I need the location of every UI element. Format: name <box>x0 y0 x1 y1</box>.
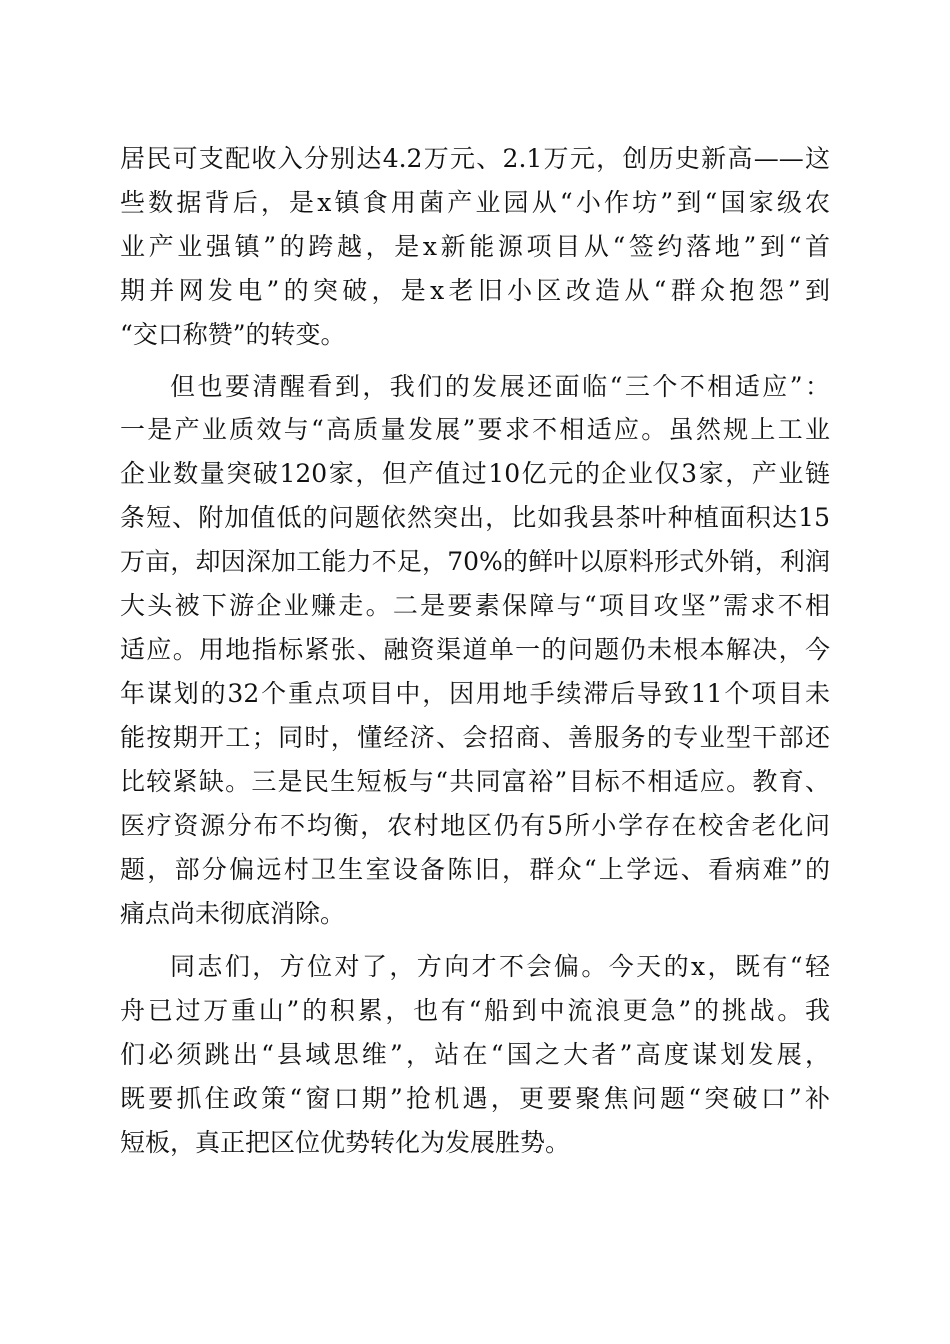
paragraph-1-line-1: 居民可支配收入分别达4.2万元、2.1万元，创历史新高——这 <box>120 144 830 173</box>
paragraph-3-line-4: 既要抓住政策“窗口期”抢机遇，更要聚焦问题“突破口”补 <box>120 1084 830 1113</box>
paragraph-2-line-11: 医疗资源分布不均衡，农村地区仍有5所小学存在校舍老化问 <box>120 811 830 840</box>
paragraph-2-line-1: 但也要清醒看到，我们的发展还面临“三个不相适应”： <box>170 372 830 401</box>
paragraph-2-line-6: 大头被下游企业赚走。二是要素保障与“项目攻坚”需求不相 <box>120 591 830 620</box>
paragraph-2-line-13: 痛点尚未彻底消除。 <box>120 899 346 928</box>
paragraph-2-line-7: 适应。用地指标紧张、融资渠道单一的问题仍未根本解决，今 <box>120 635 830 664</box>
paragraph-2-line-9: 能按期开工；同时，懂经济、会招商、善服务的专业型干部还 <box>120 723 830 752</box>
paragraph-2-line-8: 年谋划的32个重点项目中，因用地手续滞后导致11个项目未 <box>120 679 830 708</box>
paragraph-3-line-2: 舟已过万重山”的积累，也有“船到中流浪更急”的挑战。我 <box>120 996 830 1025</box>
paragraph-1-line-2: 些数据背后，是x镇食用菌产业园从“小作坊”到“国家级农 <box>120 188 830 217</box>
paragraph-1-line-5: “交口称赞”的转变。 <box>120 320 346 349</box>
paragraph-3-line-3: 们必须跳出“县域思维”，站在“国之大者”高度谋划发展， <box>120 1040 830 1069</box>
paragraph-1-line-4: 期并网发电”的突破，是x老旧小区改造从“群众抱怨”到 <box>120 276 830 305</box>
paragraph-3-line-1: 同志们，方位对了，方向才不会偏。今天的x，既有“轻 <box>170 952 830 981</box>
paragraph-2-line-10: 比较紧缺。三是民生短板与“共同富裕”目标不相适应。教育、 <box>120 767 830 796</box>
paragraph-2-line-5: 万亩，却因深加工能力不足，70%的鲜叶以原料形式外销，利润 <box>120 547 830 576</box>
paragraph-2-line-2: 一是产业质效与“高质量发展”要求不相适应。虽然规上工业 <box>120 415 830 444</box>
paragraph-3-line-5: 短板，真正把区位优势转化为发展胜势。 <box>120 1128 571 1157</box>
paragraph-2-line-3: 企业数量突破120家，但产值过10亿元的企业仅3家，产业链 <box>120 459 830 488</box>
paragraph-2-line-4: 条短、附加值低的问题依然突出，比如我县茶叶种植面积达15 <box>120 503 830 532</box>
paragraph-1-line-3: 业产业强镇”的跨越，是x新能源项目从“签约落地”到“首 <box>120 232 830 261</box>
paragraph-2-line-12: 题，部分偏远村卫生室设备陈旧，群众“上学远、看病难”的 <box>120 855 830 884</box>
